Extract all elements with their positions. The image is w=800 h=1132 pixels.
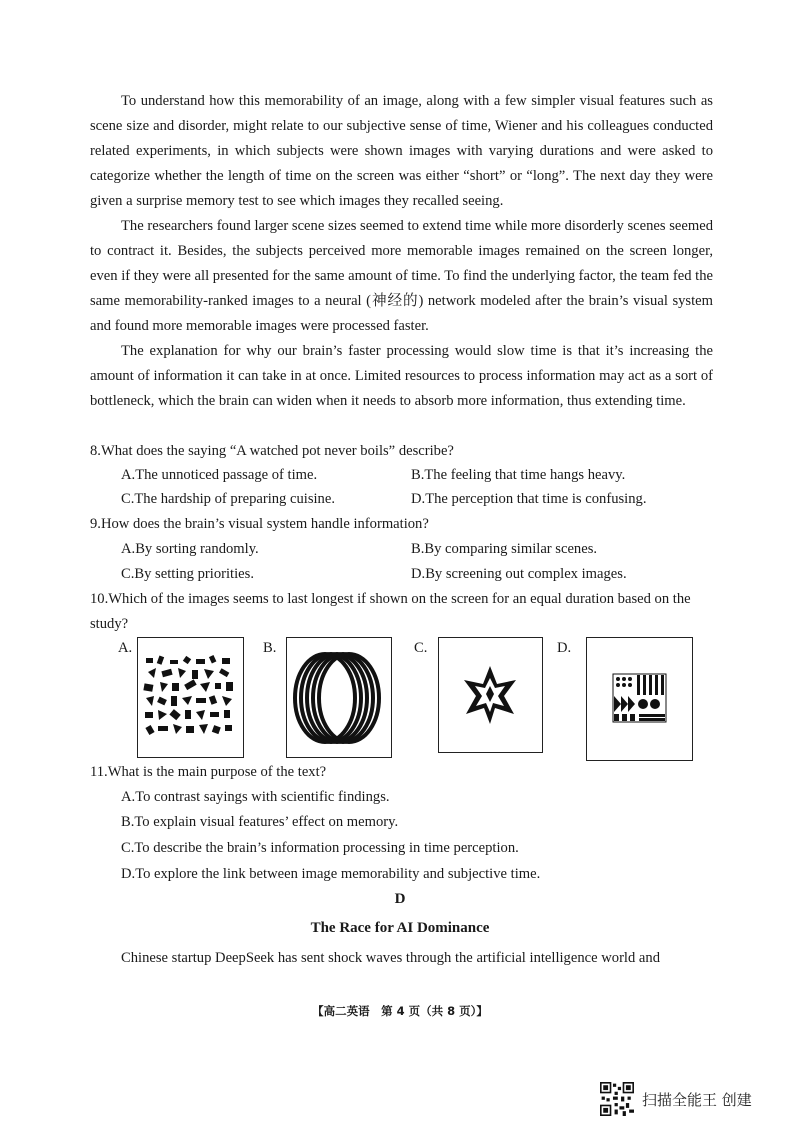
scanner-stamp (600, 1082, 752, 1116)
question-11-option-a[interactable]: A.To contrast sayings with scientific findings. (121, 789, 390, 805)
image-option-b-label[interactable]: B. (263, 640, 277, 656)
question-9-option-d[interactable]: D.By screening out complex images. (411, 566, 627, 582)
image-option-a-label[interactable]: A. (118, 640, 133, 656)
section-letter: D (394, 891, 406, 907)
section-first-line: Chinese startup DeepSeek has sent shock waves through the artificial intelligence world and (121, 950, 660, 966)
page-footer: 【高二英语 第 4 页（共 8 页）】 (312, 1004, 488, 1018)
question-11-stem: 11.What is the main purpose of the text? (90, 764, 327, 780)
question-9-option-b[interactable]: B.By comparing similar scenes. (411, 541, 598, 557)
image-option-c-label[interactable]: C. (414, 640, 428, 656)
question-8-option-c[interactable]: C.The hardship of preparing cuisine. (121, 491, 335, 507)
question-8-option-d[interactable]: D.The perception that time is confusing. (411, 491, 647, 507)
image-option-d-patterns[interactable] (586, 637, 693, 761)
question-8-stem: 8.What does the saying “A watched pot never boils” describe? (90, 443, 454, 459)
paragraph-2: The researchers found larger scene sizes seemed to extend time while more disorderly scenes seemed to contract it. Besides, the subjects perceived more memorable images remained on the screen longer, even if they were all presented for the same amount of time. To find the underlying factor, the team fed the same memorability-ranked images to a neural (神经的) network modeled after the brain’s visual system and found more memorable images were processed faster. (90, 218, 713, 334)
paragraph-1: To understand how this memorability of an image, along with a few simpler visual features such as scene size and disorder, might relate to our subjective sense of time, Wiener and his colleagues conducted related experiments, in which subjects were shown images with varying durations and were asked to categorize whether the length of time on the screen was either “short” or “long”. The next day they were given a surprise memory test to see which images they recalled seeing. (90, 93, 713, 209)
question-9-stem: 9.How does the brain’s visual system handle information? (90, 516, 429, 532)
image-option-a-disorderly[interactable] (137, 637, 244, 758)
image-option-c-star[interactable] (438, 637, 543, 753)
question-8-option-a[interactable]: A.The unnoticed passage of time. (121, 467, 318, 483)
scanner-stamp-text: 扫描全能王 创建 (642, 1090, 752, 1109)
question-8-option-b[interactable]: B.The feeling that time hangs heavy. (411, 467, 626, 483)
paragraph-3: The explanation for why our brain’s faster processing would slow time is that it’s increasing the amount of information it can take in at once. Limited resources to process information may act as a sort of bottleneck, which the brain can widen when it needs to absorb more information, thus extending time. (90, 343, 713, 409)
question-9-option-c[interactable]: C.By setting priorities. (121, 566, 254, 582)
question-11-option-c[interactable]: C.To describe the brain’s information processing in time perception. (121, 840, 519, 856)
scattered-shapes-icon (138, 638, 242, 756)
question-10-stem: 10.Which of the images seems to last longest if shown on the screen for an equal duration based on the study? (90, 591, 691, 632)
patterned-square-icon (587, 638, 691, 759)
image-option-b-rings[interactable] (286, 637, 392, 758)
question-9-option-a[interactable]: A.By sorting randomly. (121, 541, 259, 557)
star-pattern-icon (439, 638, 541, 751)
image-option-d-label[interactable]: D. (557, 640, 572, 656)
question-11-option-d[interactable]: D.To explore the link between image memorability and subjective time. (121, 866, 541, 882)
question-11-option-b[interactable]: B.To explain visual features’ effect on memory. (121, 814, 399, 830)
qr-code-icon (600, 1082, 634, 1116)
concentric-rings-icon (287, 638, 390, 756)
section-title: The Race for AI Dominance (310, 920, 490, 936)
